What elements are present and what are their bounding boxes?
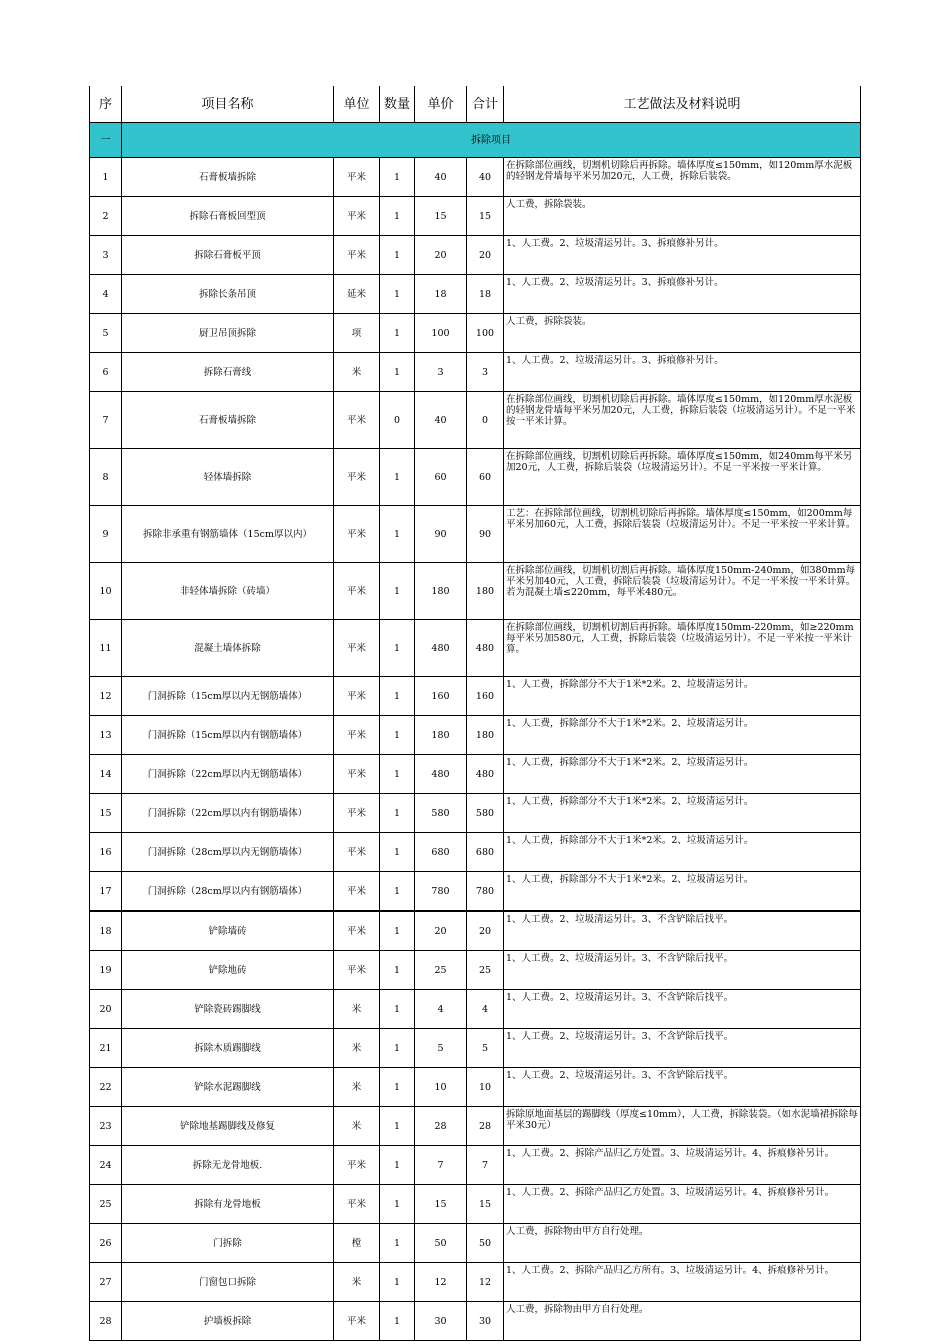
row-notes: 1、人工费，拆除部分不大于1米*2米。2、垃圾清运另计。	[504, 716, 861, 755]
row-name: 铲除瓷砖踢脚线	[122, 990, 334, 1029]
row-notes: 1、人工费。2、拆除产品归乙方处置。3、垃圾清运另计。4、拆痕修补另计。	[504, 1146, 861, 1185]
row-unit: 平米	[334, 620, 380, 677]
row-qty: 1	[380, 563, 415, 620]
row-unit: 平米	[334, 911, 380, 951]
row-unit: 平米	[334, 563, 380, 620]
table-row	[90, 275, 861, 314]
table-row	[90, 755, 861, 794]
row-price: 25	[415, 951, 467, 990]
row-name: 石膏板墙拆除	[122, 158, 334, 197]
row-total: 15	[467, 197, 504, 236]
row-qty: 1	[380, 1302, 415, 1341]
table-row	[90, 1185, 861, 1224]
row-unit: 平米	[334, 449, 380, 506]
row-seq: 1	[90, 158, 122, 197]
row-unit: 米	[334, 353, 380, 392]
row-name: 拆除石膏线	[122, 353, 334, 392]
table-row	[90, 951, 861, 990]
row-name: 混凝土墙体拆除	[122, 620, 334, 677]
row-price: 180	[415, 563, 467, 620]
row-notes: 1、人工费，拆除部分不大于1米*2米。2、垃圾清运另计。	[504, 677, 861, 716]
row-notes: 在拆除部位画线，切割机切除后再拆除。墙体厚度≤150mm，如240mm每平米另加20元，人工费，拆除后装袋（垃圾清运另计）。不足一平米按一平米计算。	[504, 449, 861, 506]
header-price: 单价	[415, 86, 467, 123]
row-name: 门洞拆除（28cm厚以内有钢筋墙体）	[122, 872, 334, 912]
table-row	[90, 563, 861, 620]
table-row	[90, 1302, 861, 1341]
table-row	[90, 1029, 861, 1068]
section-row	[90, 123, 861, 158]
row-total: 100	[467, 314, 504, 353]
row-unit: 平米	[334, 872, 380, 912]
row-seq: 14	[90, 755, 122, 794]
table-row	[90, 1146, 861, 1185]
row-total: 10	[467, 1068, 504, 1107]
row-unit: 延米	[334, 275, 380, 314]
table-row	[90, 794, 861, 833]
row-price: 100	[415, 314, 467, 353]
row-price: 480	[415, 620, 467, 677]
row-name: 拆除长条吊顶	[122, 275, 334, 314]
row-name: 门拆除	[122, 1224, 334, 1263]
row-seq: 3	[90, 236, 122, 275]
row-notes: 1、人工费。2、垃圾清运另计。3、不含铲除后找平。	[504, 951, 861, 990]
row-qty: 1	[380, 353, 415, 392]
row-seq: 19	[90, 951, 122, 990]
row-notes: 在拆除部位画线，切割机切割后再拆除。墙体厚度150mm-240mm，如380mm每平米另加40元，人工费，拆除后装袋（垃圾清运另计）。不足一平米按一平米计算。若为混凝土墙≤220mm，每平米480元。	[504, 563, 861, 620]
row-total: 0	[467, 392, 504, 449]
row-notes: 1、人工费，拆除部分不大于1米*2米。2、垃圾清运另计。	[504, 794, 861, 833]
row-total: 50	[467, 1224, 504, 1263]
header-unit: 单位	[334, 86, 380, 123]
row-name: 铲除地砖	[122, 951, 334, 990]
row-qty: 1	[380, 197, 415, 236]
table-row	[90, 392, 861, 449]
row-unit: 米	[334, 1263, 380, 1302]
table-row	[90, 314, 861, 353]
row-qty: 1	[380, 1029, 415, 1068]
table-row	[90, 1068, 861, 1107]
table-row	[90, 1224, 861, 1263]
row-price: 5	[415, 1029, 467, 1068]
row-qty: 1	[380, 794, 415, 833]
row-seq: 10	[90, 563, 122, 620]
row-unit: 平米	[334, 833, 380, 872]
table-row	[90, 911, 861, 951]
row-qty: 1	[380, 158, 415, 197]
row-notes: 1、人工费，拆除部分不大于1米*2米。2、垃圾清运另计。	[504, 872, 861, 912]
row-qty: 1	[380, 449, 415, 506]
row-notes: 1、人工费。2、垃圾清运另计。3、不含铲除后找平。	[504, 1068, 861, 1107]
row-notes: 1、人工费。2、垃圾清运另计。3、不含铲除后找平。	[504, 1029, 861, 1068]
row-price: 160	[415, 677, 467, 716]
row-name: 门洞拆除（15cm厚以内有钢筋墙体）	[122, 716, 334, 755]
row-total: 25	[467, 951, 504, 990]
row-price: 480	[415, 755, 467, 794]
row-seq: 27	[90, 1263, 122, 1302]
row-name: 门洞拆除（22cm厚以内有钢筋墙体）	[122, 794, 334, 833]
row-name: 非轻体墙拆除（砖墙）	[122, 563, 334, 620]
row-notes: 1、人工费。2、垃圾清运另计。3、不含铲除后找平。	[504, 990, 861, 1029]
row-unit: 平米	[334, 506, 380, 563]
row-seq: 24	[90, 1146, 122, 1185]
row-total: 580	[467, 794, 504, 833]
row-total: 30	[467, 1302, 504, 1341]
row-unit: 平米	[334, 677, 380, 716]
row-unit: 平米	[334, 951, 380, 990]
row-price: 10	[415, 1068, 467, 1107]
table-row	[90, 236, 861, 275]
row-qty: 1	[380, 872, 415, 912]
row-seq: 21	[90, 1029, 122, 1068]
row-name: 拆除无龙骨地板.	[122, 1146, 334, 1185]
row-price: 12	[415, 1263, 467, 1302]
row-name: 护墙板拆除	[122, 1302, 334, 1341]
row-notes: 人工费，拆除袋装。	[504, 314, 861, 353]
section-title: 拆除项目	[122, 123, 861, 158]
table-row	[90, 833, 861, 872]
row-name: 拆除有龙骨地板	[122, 1185, 334, 1224]
row-total: 12	[467, 1263, 504, 1302]
row-name: 铲除地基踢脚线及修复	[122, 1107, 334, 1146]
row-qty: 1	[380, 314, 415, 353]
row-qty: 1	[380, 506, 415, 563]
row-total: 20	[467, 236, 504, 275]
row-unit: 平米	[334, 158, 380, 197]
row-qty: 1	[380, 951, 415, 990]
row-name: 轻体墙拆除	[122, 449, 334, 506]
table-row	[90, 677, 861, 716]
row-unit: 项	[334, 314, 380, 353]
row-qty: 1	[380, 1146, 415, 1185]
row-qty: 0	[380, 392, 415, 449]
row-seq: 15	[90, 794, 122, 833]
row-unit: 米	[334, 1029, 380, 1068]
row-qty: 1	[380, 1263, 415, 1302]
row-unit: 米	[334, 990, 380, 1029]
row-unit: 平米	[334, 716, 380, 755]
table-row	[90, 506, 861, 563]
table-row	[90, 620, 861, 677]
row-price: 4	[415, 990, 467, 1029]
row-notes: 1、人工费，拆除部分不大于1米*2米。2、垃圾清运另计。	[504, 833, 861, 872]
row-qty: 1	[380, 716, 415, 755]
row-price: 20	[415, 911, 467, 951]
row-qty: 1	[380, 677, 415, 716]
row-notes: 工艺：在拆除部位画线，切割机切除后再拆除。墙体厚度≤150mm，如200mm每平米另加60元，人工费，拆除后装袋（垃圾清运另计）。不足一平米按一平米计算。	[504, 506, 861, 563]
row-price: 28	[415, 1107, 467, 1146]
row-qty: 1	[380, 1224, 415, 1263]
row-unit: 樘	[334, 1224, 380, 1263]
row-total: 780	[467, 872, 504, 912]
row-unit: 平米	[334, 1302, 380, 1341]
row-seq: 11	[90, 620, 122, 677]
row-name: 厨卫吊顶拆除	[122, 314, 334, 353]
row-seq: 23	[90, 1107, 122, 1146]
row-unit: 米	[334, 1107, 380, 1146]
row-unit: 平米	[334, 1185, 380, 1224]
row-total: 7	[467, 1146, 504, 1185]
row-seq: 16	[90, 833, 122, 872]
row-total: 20	[467, 911, 504, 951]
row-seq: 20	[90, 990, 122, 1029]
header-total: 合计	[467, 86, 504, 123]
row-notes: 1、人工费。2、垃圾清运另计。3、拆痕修补另计。	[504, 353, 861, 392]
row-seq: 2	[90, 197, 122, 236]
row-price: 180	[415, 716, 467, 755]
row-total: 18	[467, 275, 504, 314]
row-seq: 18	[90, 911, 122, 951]
row-name: 门洞拆除（22cm厚以内无钢筋墙体）	[122, 755, 334, 794]
row-total: 40	[467, 158, 504, 197]
header-name: 项目名称	[122, 86, 334, 123]
row-price: 15	[415, 1185, 467, 1224]
row-qty: 1	[380, 1107, 415, 1146]
row-notes: 在拆除部位画线，切割机切割后再拆除。墙体厚度150mm-220mm，如≥220mm每平米另加580元，人工费，拆除后装袋（垃圾清运另计）。不足一平米按一平米计算。	[504, 620, 861, 677]
row-notes: 人工费，拆除物由甲方自行处理。	[504, 1224, 861, 1263]
row-unit: 米	[334, 1068, 380, 1107]
row-unit: 平米	[334, 755, 380, 794]
row-name: 拆除非承重有钢筋墙体（15cm厚以内）	[122, 506, 334, 563]
header-qty: 数量	[380, 86, 415, 123]
row-notes: 1、人工费。2、垃圾清运另计。3、拆痕修补另计。	[504, 275, 861, 314]
row-price: 30	[415, 1302, 467, 1341]
row-total: 60	[467, 449, 504, 506]
table-row	[90, 449, 861, 506]
row-total: 480	[467, 620, 504, 677]
row-notes: 人工费，拆除袋装。	[504, 197, 861, 236]
row-name: 门洞拆除（15cm厚以内无钢筋墙体）	[122, 677, 334, 716]
row-total: 480	[467, 755, 504, 794]
row-notes: 在拆除部位画线，切割机切除后再拆除。墙体厚度≤150mm，如120mm厚水泥板的轻钢龙骨墙每平米另加20元，人工费，拆除后装袋。	[504, 158, 861, 197]
table-row	[90, 990, 861, 1029]
header-notes: 工艺做法及材料说明	[504, 86, 861, 123]
row-name: 拆除木质踢脚线	[122, 1029, 334, 1068]
row-qty: 1	[380, 620, 415, 677]
row-seq: 22	[90, 1068, 122, 1107]
row-unit: 平米	[334, 197, 380, 236]
row-seq: 5	[90, 314, 122, 353]
row-qty: 1	[380, 833, 415, 872]
table-row	[90, 1107, 861, 1146]
row-name: 铲除墙砖	[122, 911, 334, 951]
row-qty: 1	[380, 236, 415, 275]
row-notes: 1、人工费。2、拆除产品归乙方处置。3、垃圾清运另计。4、拆痕修补另计。	[504, 1185, 861, 1224]
row-price: 7	[415, 1146, 467, 1185]
row-price: 580	[415, 794, 467, 833]
row-name: 拆除石膏板回型顶	[122, 197, 334, 236]
row-unit: 平米	[334, 236, 380, 275]
section-number: 一	[90, 123, 122, 158]
row-total: 180	[467, 716, 504, 755]
row-total: 4	[467, 990, 504, 1029]
row-name: 门洞拆除（28cm厚以内无钢筋墙体）	[122, 833, 334, 872]
row-notes: 1、人工费。2、拆除产品归乙方所有。3、垃圾清运另计。4、拆痕修补另计。	[504, 1263, 861, 1302]
row-total: 160	[467, 677, 504, 716]
row-qty: 1	[380, 1185, 415, 1224]
row-qty: 1	[380, 1068, 415, 1107]
row-seq: 4	[90, 275, 122, 314]
table-row	[90, 353, 861, 392]
row-name: 拆除石膏板平顶	[122, 236, 334, 275]
table-row	[90, 197, 861, 236]
row-seq: 9	[90, 506, 122, 563]
row-notes: 1、人工费，拆除部分不大于1米*2米。2、垃圾清运另计。	[504, 755, 861, 794]
row-seq: 25	[90, 1185, 122, 1224]
row-seq: 13	[90, 716, 122, 755]
row-qty: 1	[380, 911, 415, 951]
row-unit: 平米	[334, 1146, 380, 1185]
row-total: 5	[467, 1029, 504, 1068]
row-price: 40	[415, 158, 467, 197]
row-price: 18	[415, 275, 467, 314]
row-unit: 平米	[334, 794, 380, 833]
row-total: 3	[467, 353, 504, 392]
row-total: 28	[467, 1107, 504, 1146]
row-notes: 在拆除部位画线，切割机切除后再拆除。墙体厚度≤150mm，如120mm厚水泥板的轻钢龙骨墙每平米另加20元，人工费，拆除后装袋（垃圾清运另计）。不足一平米按一平米计算。	[504, 392, 861, 449]
row-notes: 拆除原地面基层的踢脚线（厚度≤10mm），人工费，拆除装袋。（如水泥墙裙拆除每平米30元）	[504, 1107, 861, 1146]
row-seq: 7	[90, 392, 122, 449]
row-name: 门窗包口拆除	[122, 1263, 334, 1302]
row-unit: 平米	[334, 392, 380, 449]
row-name: 铲除水泥踢脚线	[122, 1068, 334, 1107]
row-qty: 1	[380, 755, 415, 794]
row-notes: 人工费，拆除物由甲方自行处理。	[504, 1302, 861, 1341]
row-qty: 1	[380, 275, 415, 314]
row-seq: 28	[90, 1302, 122, 1341]
row-price: 40	[415, 392, 467, 449]
row-seq: 8	[90, 449, 122, 506]
row-seq: 26	[90, 1224, 122, 1263]
row-price: 3	[415, 353, 467, 392]
row-price: 780	[415, 872, 467, 912]
row-seq: 12	[90, 677, 122, 716]
quote-table	[89, 86, 861, 1341]
row-price: 680	[415, 833, 467, 872]
row-total: 90	[467, 506, 504, 563]
row-price: 90	[415, 506, 467, 563]
row-price: 60	[415, 449, 467, 506]
table-row	[90, 158, 861, 197]
header-seq: 序	[90, 86, 122, 123]
row-price: 20	[415, 236, 467, 275]
table-row	[90, 716, 861, 755]
row-seq: 17	[90, 872, 122, 912]
row-total: 180	[467, 563, 504, 620]
row-notes: 1、人工费。2、垃圾清运另计。3、不含铲除后找平。	[504, 911, 861, 951]
row-price: 50	[415, 1224, 467, 1263]
row-total: 680	[467, 833, 504, 872]
row-total: 15	[467, 1185, 504, 1224]
row-name: 石膏板墙拆除	[122, 392, 334, 449]
row-seq: 6	[90, 353, 122, 392]
row-qty: 1	[380, 990, 415, 1029]
table-row	[90, 1263, 861, 1302]
row-notes: 1、人工费。2、垃圾清运另计。3、拆痕修补另计。	[504, 236, 861, 275]
table-row	[90, 872, 861, 912]
row-price: 15	[415, 197, 467, 236]
header-row	[90, 86, 861, 123]
